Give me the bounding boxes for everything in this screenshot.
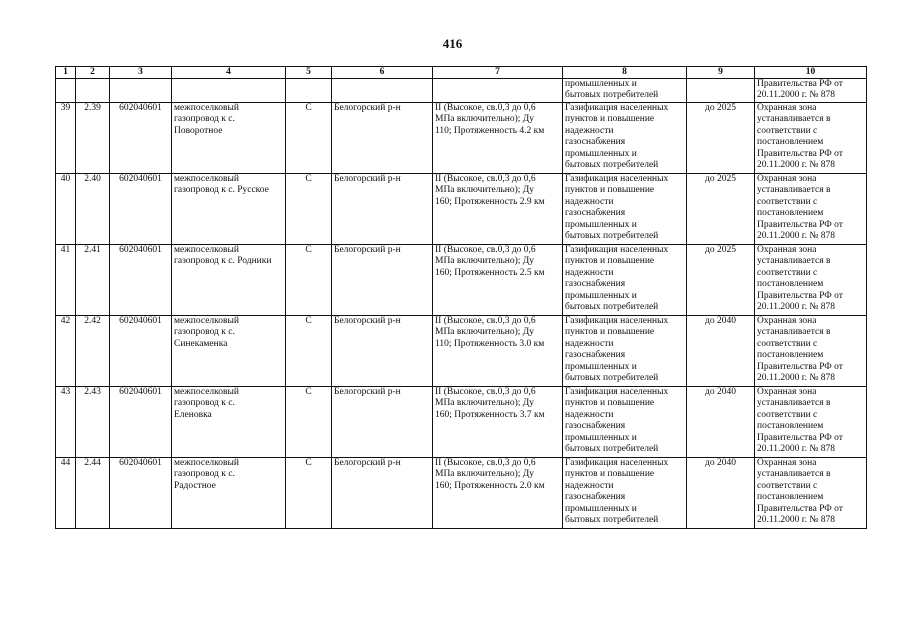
page-number: 416: [442, 36, 463, 51]
row-number-cell: 40: [56, 174, 76, 245]
header-cell: 1: [56, 67, 76, 79]
district-cell: Белогорский р-н: [332, 174, 433, 245]
purpose-cell: Газификация населенных пунктов и повышение надежности газоснабжения промышленных и бытовых потребителей: [563, 316, 687, 387]
header-cell: 8: [563, 67, 687, 79]
zone-cell: Охранная зона устанавливается в соответствии с постановлением Правительства РФ от 20.11.2000 г. № 878: [755, 387, 867, 458]
district-cell: Белогорский р-н: [332, 458, 433, 529]
item-code-cell: 2.41: [76, 245, 110, 316]
empty-cell: [687, 79, 755, 103]
term-cell: до 2025: [687, 103, 755, 174]
row-number-cell: 43: [56, 387, 76, 458]
row-number-cell: 39: [56, 103, 76, 174]
table-row: [56, 245, 867, 316]
zone-cell: Правительства РФ от 20.11.2000 г. № 878: [755, 79, 867, 103]
row-number-cell: 42: [56, 316, 76, 387]
parameters-cell: II (Высокое, св.0,3 до 0,6 МПа включительно); Ду 110; Протяженность 3.0 км: [433, 316, 563, 387]
term-cell: до 2040: [687, 387, 755, 458]
type-cell: С: [286, 387, 332, 458]
object-name-cell: межпоселковый газопровод к с. Русское: [172, 174, 286, 245]
header-cell: 4: [172, 67, 286, 79]
parameters-cell: II (Высокое, св.0,3 до 0,6 МПа включительно); Ду 160; Протяженность 3.7 км: [433, 387, 563, 458]
term-cell: до 2040: [687, 316, 755, 387]
row-number-cell: 44: [56, 458, 76, 529]
header-cell: 7: [433, 67, 563, 79]
purpose-cell: Газификация населенных пунктов и повышение надежности газоснабжения промышленных и бытовых потребителей: [563, 387, 687, 458]
purpose-cell: промышленных и бытовых потребителей: [563, 79, 687, 103]
object-name-cell: межпоселковый газопровод к с. Синекаменка: [172, 316, 286, 387]
item-code-cell: 2.42: [76, 316, 110, 387]
empty-cell: [110, 79, 172, 103]
type-cell: С: [286, 174, 332, 245]
header-cell: 2: [76, 67, 110, 79]
table-row: [56, 458, 867, 529]
header-cell: 6: [332, 67, 433, 79]
empty-cell: [286, 79, 332, 103]
term-cell: до 2025: [687, 245, 755, 316]
table-row: [56, 387, 867, 458]
object-name-cell: межпоселковый газопровод к с. Радостное: [172, 458, 286, 529]
parameters-cell: II (Высокое, св.0,3 до 0,6 МПа включительно); Ду 160; Протяженность 2.0 км: [433, 458, 563, 529]
table-row: [56, 103, 867, 174]
parameters-cell: II (Высокое, св.0,3 до 0,6 МПа включительно); Ду 160; Протяженность 2.9 км: [433, 174, 563, 245]
district-cell: Белогорский р-н: [332, 103, 433, 174]
object-id-cell: 602040601: [110, 103, 172, 174]
district-cell: Белогорский р-н: [332, 387, 433, 458]
object-id-cell: 602040601: [110, 174, 172, 245]
header-cell: 3: [110, 67, 172, 79]
district-cell: Белогорский р-н: [332, 316, 433, 387]
purpose-cell: Газификация населенных пунктов и повышение надежности газоснабжения промышленных и бытовых потребителей: [563, 245, 687, 316]
continuation-row: [56, 79, 867, 103]
header-cell: 9: [687, 67, 755, 79]
term-cell: до 2040: [687, 458, 755, 529]
empty-cell: [172, 79, 286, 103]
table-row: [56, 174, 867, 245]
object-id-cell: 602040601: [110, 245, 172, 316]
type-cell: С: [286, 458, 332, 529]
purpose-cell: Газификация населенных пунктов и повышение надежности газоснабжения промышленных и бытовых потребителей: [563, 103, 687, 174]
table-row: [56, 316, 867, 387]
empty-cell: [76, 79, 110, 103]
gas-pipeline-table: [55, 66, 867, 529]
district-cell: Белогорский р-н: [332, 245, 433, 316]
type-cell: С: [286, 103, 332, 174]
item-code-cell: 2.44: [76, 458, 110, 529]
empty-cell: [433, 79, 563, 103]
table-header-row: [56, 67, 867, 79]
parameters-cell: II (Высокое, св.0,3 до 0,6 МПа включительно); Ду 160; Протяженность 2.5 км: [433, 245, 563, 316]
zone-cell: Охранная зона устанавливается в соответствии с постановлением Правительства РФ от 20.11.2000 г. № 878: [755, 458, 867, 529]
object-id-cell: 602040601: [110, 316, 172, 387]
row-number-cell: 41: [56, 245, 76, 316]
term-cell: до 2025: [687, 174, 755, 245]
empty-cell: [332, 79, 433, 103]
object-id-cell: 602040601: [110, 458, 172, 529]
object-name-cell: межпоселковый газопровод к с. Родники: [172, 245, 286, 316]
zone-cell: Охранная зона устанавливается в соответствии с постановлением Правительства РФ от 20.11.2000 г. № 878: [755, 103, 867, 174]
empty-cell: [56, 79, 76, 103]
item-code-cell: 2.43: [76, 387, 110, 458]
object-name-cell: межпоселковый газопровод к с. Еленовка: [172, 387, 286, 458]
header-cell: 10: [755, 67, 867, 79]
item-code-cell: 2.39: [76, 103, 110, 174]
zone-cell: Охранная зона устанавливается в соответствии с постановлением Правительства РФ от 20.11.2000 г. № 878: [755, 174, 867, 245]
type-cell: С: [286, 316, 332, 387]
parameters-cell: II (Высокое, св.0,3 до 0,6 МПа включительно); Ду 110; Протяженность 4.2 км: [433, 103, 563, 174]
zone-cell: Охранная зона устанавливается в соответствии с постановлением Правительства РФ от 20.11.2000 г. № 878: [755, 245, 867, 316]
item-code-cell: 2.40: [76, 174, 110, 245]
object-name-cell: межпоселковый газопровод к с. Поворотное: [172, 103, 286, 174]
type-cell: С: [286, 245, 332, 316]
purpose-cell: Газификация населенных пунктов и повышение надежности газоснабжения промышленных и бытовых потребителей: [563, 458, 687, 529]
zone-cell: Охранная зона устанавливается в соответствии с постановлением Правительства РФ от 20.11.2000 г. № 878: [755, 316, 867, 387]
header-cell: 5: [286, 67, 332, 79]
purpose-cell: Газификация населенных пунктов и повышение надежности газоснабжения промышленных и бытовых потребителей: [563, 174, 687, 245]
object-id-cell: 602040601: [110, 387, 172, 458]
